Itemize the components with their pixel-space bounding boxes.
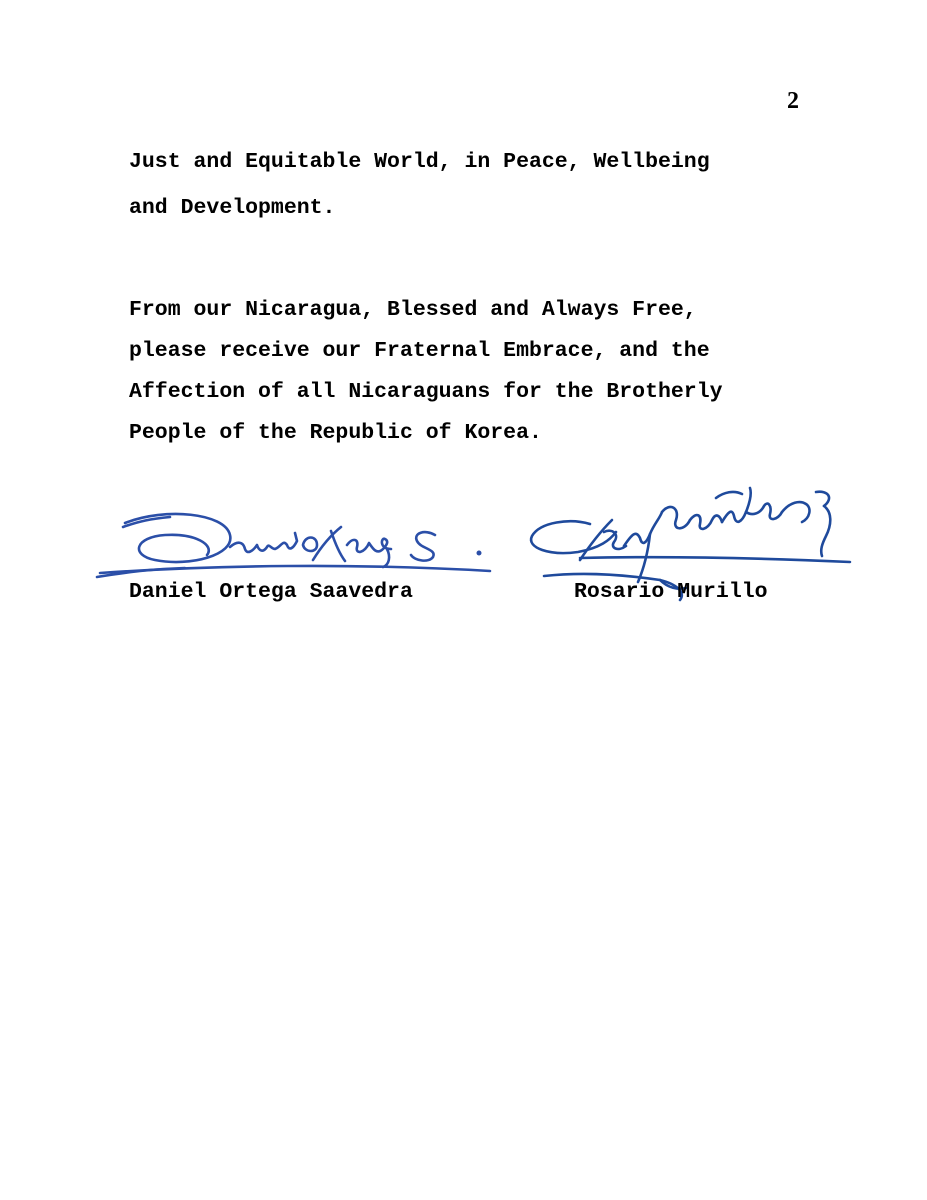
- page-number: 2: [787, 88, 799, 114]
- text-line: Just and Equitable World, in Peace, Wellbeing: [129, 150, 710, 174]
- text-line: and Development.: [129, 196, 336, 220]
- signature-left-ink: [95, 505, 495, 585]
- signatory-name-left: Daniel Ortega Saavedra: [129, 580, 413, 604]
- text-line: From our Nicaragua, Blessed and Always Free,: [129, 298, 697, 322]
- text-line: People of the Republic of Korea.: [129, 421, 542, 445]
- text-line: please receive our Fraternal Embrace, and the: [129, 339, 710, 363]
- text-line: Affection of all Nicaraguans for the Brotherly: [129, 380, 723, 404]
- signatory-name-right: Rosario Murillo: [574, 580, 768, 604]
